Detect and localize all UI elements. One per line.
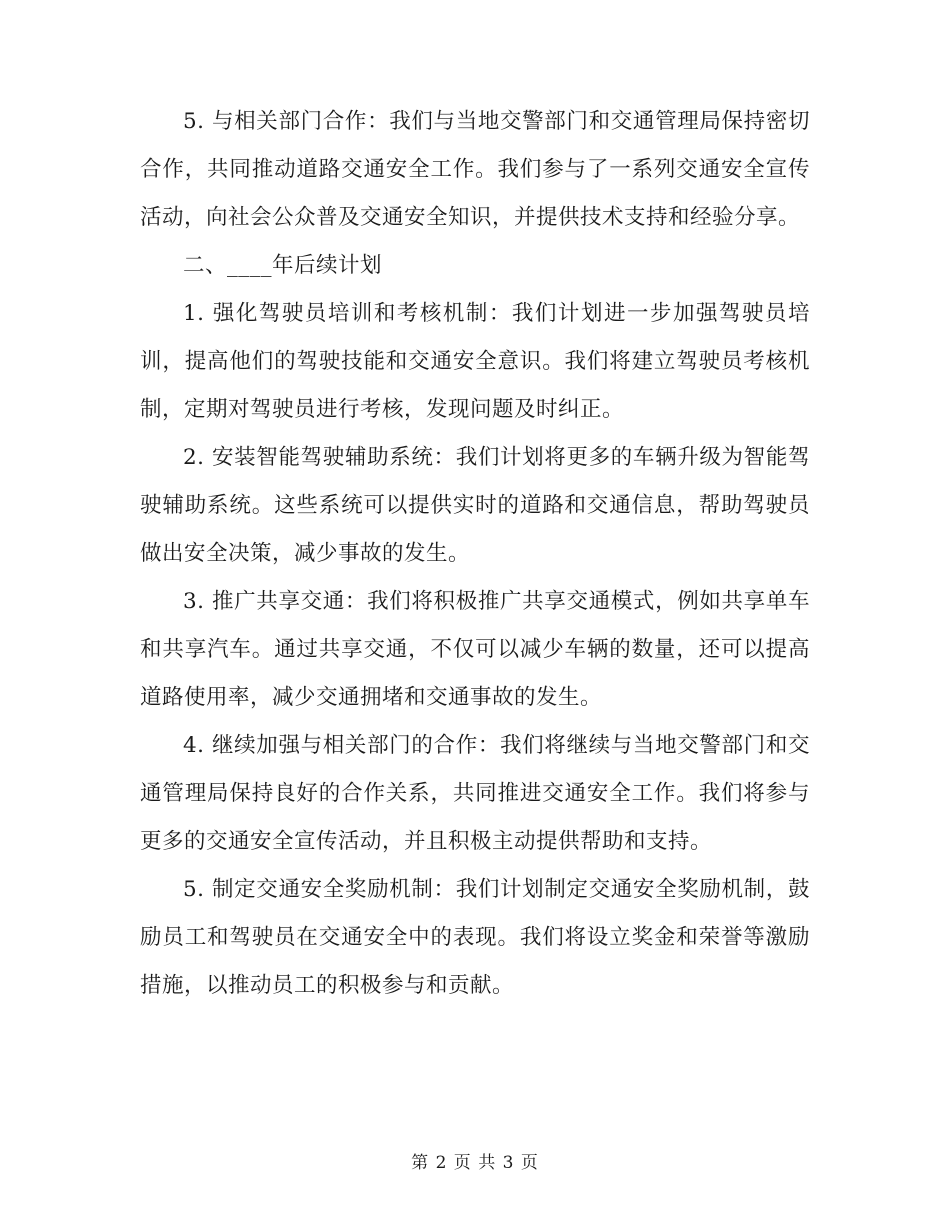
paragraph-smart-driving-assist: 2. 安装智能驾驶辅助系统：我们计划将更多的车辆升级为智能驾驶辅助系统。这些系统可以提供实时的道路和交通信息，帮助驾驶员做出安全决策，减少事故的发生。	[140, 445, 810, 566]
paragraph-cooperation: 5. 与相关部门合作：我们与当地交警部门和交通管理局保持密切合作，共同推动道路交通安全工作。我们参与了一系列交通安全宣传活动，向社会公众普及交通安全知识，并提供技术支持和经验分享。	[140, 109, 810, 230]
paragraph-continued-cooperation: 4. 继续加强与相关部门的合作：我们将继续与当地交警部门和交通管理局保持良好的合作关系，共同推进交通安全工作。我们将参与更多的交通安全宣传活动，并且积极主动提供帮助和支持。	[140, 733, 810, 854]
paragraph-safety-rewards: 5. 制定交通安全奖励机制：我们计划制定交通安全奖励机制，鼓励员工和驾驶员在交通安全中的表现。我们将设立奖金和荣誉等激励措施，以推动员工的积极参与和贡献。	[140, 877, 810, 998]
document-body	[140, 98, 810, 1010]
paragraph-driver-training: 1. 强化驾驶员培训和考核机制：我们计划进一步加强驾驶员培训，提高他们的驾驶技能和交通安全意识。我们将建立驾驶员考核机制，定期对驾驶员进行考核，发现问题及时纠正。	[140, 301, 810, 422]
paragraph-shared-transport: 3. 推广共享交通：我们将积极推广共享交通模式，例如共享单车和共享汽车。通过共享交通，不仅可以减少车辆的数量，还可以提高道路使用率，减少交通拥堵和交通事故的发生。	[140, 589, 810, 710]
page-number-footer: 第 2 页 共 3 页	[411, 1153, 539, 1173]
section-heading-follow-up-plan: 二、____年后续计划	[183, 253, 383, 278]
